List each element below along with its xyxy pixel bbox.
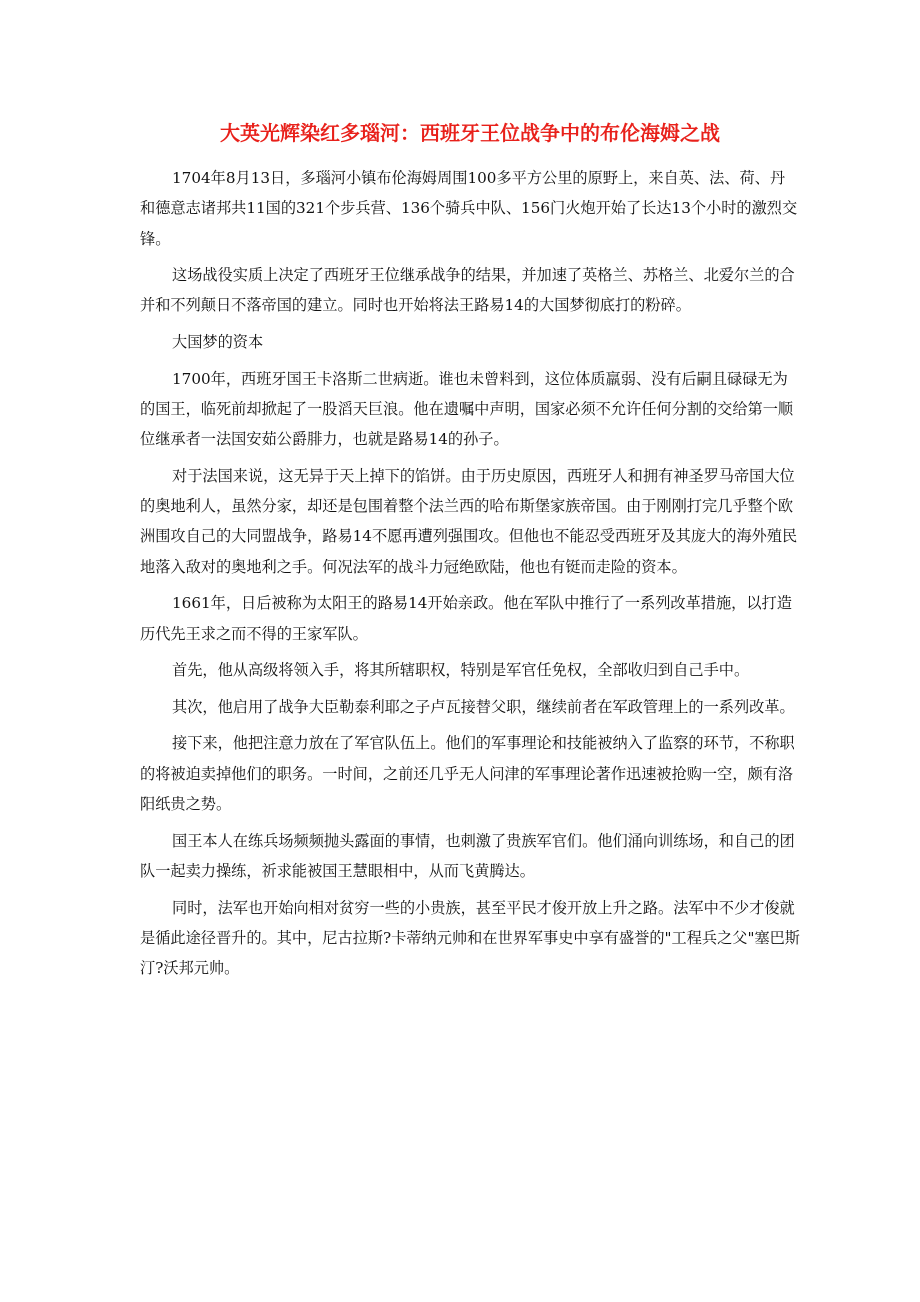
document-title: 大英光辉染红多瑙河：西班牙王位战争中的布伦海姆之战	[220, 121, 720, 145]
paragraph-2: 这场战役实质上决定了西班牙王位继承战争的结果，并加速了英格兰、苏格兰、北爱尔兰的合并和不列颠日不落帝国的建立。同时也开始将法王路易14的大国梦彻底打的粉碎。	[140, 266, 795, 315]
paragraph-10: 同时，法军也开始向相对贫穷一些的小贵族，甚至平民才俊开放上升之路。法军中不少才俊就是循此途径晋升的。其中，尼古拉斯?卡蒂纳元帅和在世界军事史中享有盛誉的"工程兵之父"塞巴斯汀?沃邦元帅。	[140, 898, 800, 978]
paragraph-7: 其次，他启用了战争大臣勒泰利耶之子卢瓦接替父职，继续前者在军政管理上的一系列改革。	[172, 697, 795, 716]
section-heading: 大国梦的资本	[172, 333, 264, 352]
document-body	[140, 163, 800, 990]
paragraph-9: 国王本人在练兵场频频抛头露面的事情，也刺激了贵族军官们。他们涌向训练场，和自己的团队一起卖力操练，祈求能被国王慧眼相中，从而飞黄腾达。	[140, 831, 795, 880]
paragraph-6: 首先，他从高级将领入手，将其所辖职权，特别是军官任免权，全部收归到自己手中。	[172, 661, 750, 680]
paragraph-8: 接下来，他把注意力放在了军官队伍上。他们的军事理论和技能被纳入了监察的环节，不称职的将被迫卖掉他们的职务。一时间，之前还几乎无人问津的军事理论著作迅速被抢购一空，颇有洛阳纸贵之势。	[140, 734, 795, 814]
paragraph-3: 1700年，西班牙国王卡洛斯二世病逝。谁也未曾料到，这位体质羸弱、没有后嗣且碌碌无为的国王，临死前却掀起了一股滔天巨浪。他在遗嘱中声明，国家必须不允许任何分割的交给第一顺位继承者一法国安茹公爵腓力，也就是路易14的孙子。	[140, 369, 794, 449]
paragraph-4: 对于法国来说，这无异于天上掉下的馅饼。由于历史原因，西班牙人和拥有神圣罗马帝国大位的奥地利人，虽然分家，却还是包围着整个法兰西的哈布斯堡家族帝国。由于刚刚打完几乎整个欧洲围攻自己的大同盟战争，路易14不愿再遭列强围攻。但他也不能忍受西班牙及其庞大的海外殖民地落入敌对的奥地利之手。何况法军的战斗力冠绝欧陆，他也有铤而走险的资本。	[140, 466, 798, 576]
paragraph-1: 1704年8月13日，多瑙河小镇布伦海姆周围100多平方公里的原野上，来自英、法、荷、丹和德意志诸邦共11国的321个步兵营、136个骑兵中队、156门火炮开始了长达13个小时的激烈交锋。	[140, 169, 798, 248]
paragraph-5: 1661年，日后被称为太阳王的路易14开始亲政。他在军队中推行了一系列改革措施，以打造历代先王求之而不得的王家军队。	[140, 594, 792, 643]
